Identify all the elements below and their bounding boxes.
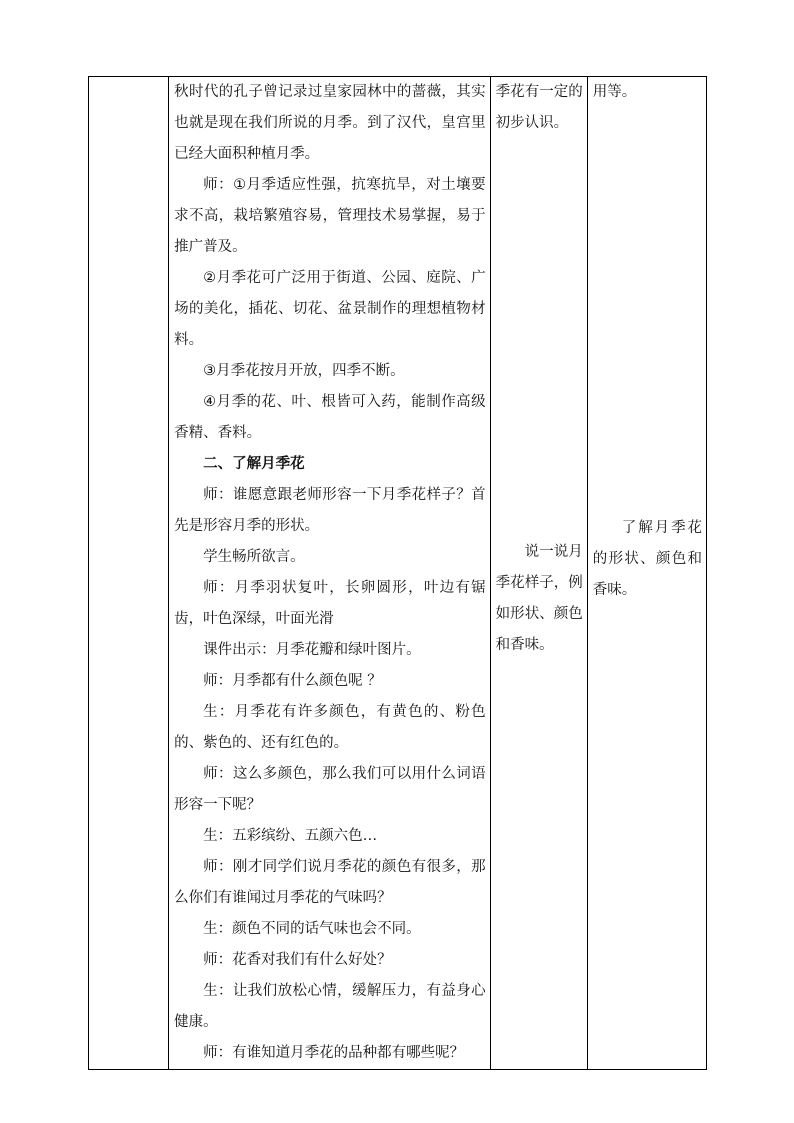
- design-intent-middle: 了解月季花的形状、颜色和香味。: [592, 520, 702, 598]
- paragraph: 生：颜色不同的话气味也会不同。: [203, 921, 421, 937]
- paragraph: 生：让我们放松心情，缓解压力，有益身心健康。: [174, 983, 486, 1030]
- student-activity-top: 季花有一定的初步认识。: [495, 84, 583, 131]
- teaching-process-text: [169, 77, 490, 1069]
- paragraph: 师：月季羽状复叶，长卵圆形，叶边有锯齿，叶色深绿，叶面光滑: [174, 580, 486, 627]
- table-cell-design-intent: [587, 77, 706, 1070]
- paragraph: ②月季花可广泛用于街道、公园、庭院、广场的美化，插花、切花、盆景制作的理想植物材料。: [174, 270, 486, 348]
- design-intent-top: 用等。: [592, 84, 637, 100]
- paragraph: 师：①月季适应性强，抗寒抗旱，对土壤要求不高，栽培繁殖容易，管理技术易掌握，易于推广普及。: [174, 177, 486, 255]
- paragraph: 秋时代的孔子曾记录过皇家园林中的蔷薇，其实也就是现在我们所说的月季。到了汉代，皇宫里已经大面积种植月季。: [174, 84, 486, 162]
- paragraph: 师：刚才同学们说月季花的颜色有很多，那么你们有谁闻过月季花的气味吗？: [174, 859, 486, 906]
- table-cell-stage: [89, 77, 169, 1070]
- paragraph: 师：月季都有什么颜色呢 ？: [203, 673, 382, 689]
- section-heading: 二、了解月季花: [203, 456, 305, 472]
- lesson-plan-table: [88, 76, 707, 1070]
- paragraph: 师：谁愿意跟老师形容一下月季花样子？首先是形容月季的形状。: [174, 487, 486, 534]
- paragraph: 师：有谁知道月季花的品种都有哪些呢？: [203, 1045, 465, 1061]
- paragraph: 师：这么多颜色，那么我们可以用什么词语形容一下呢？: [174, 766, 486, 813]
- table-cell-teaching-process: [169, 77, 491, 1070]
- paragraph: 生：月季花有许多颜色，有黄色的、粉色的、紫色的、还有红色的。: [174, 704, 486, 751]
- paragraph: ④月季的花、叶、根皆可入药，能制作高级香精、香料。: [174, 394, 486, 441]
- paragraph: 师：花香对我们有什么好处？: [203, 952, 392, 968]
- table-cell-student-activity: [490, 77, 587, 1070]
- student-activity-middle: 说一说月季花样子，例如形状、颜色和香味。: [495, 544, 583, 653]
- paragraph: ③月季花按月开放，四季不断。: [203, 363, 405, 379]
- paragraph: 生：五彩缤纷、五颜六色…: [203, 828, 378, 844]
- paragraph: 学生畅所欲言。: [203, 549, 305, 565]
- paragraph: 课件出示：月季花瓣和绿叶图片。: [203, 642, 421, 658]
